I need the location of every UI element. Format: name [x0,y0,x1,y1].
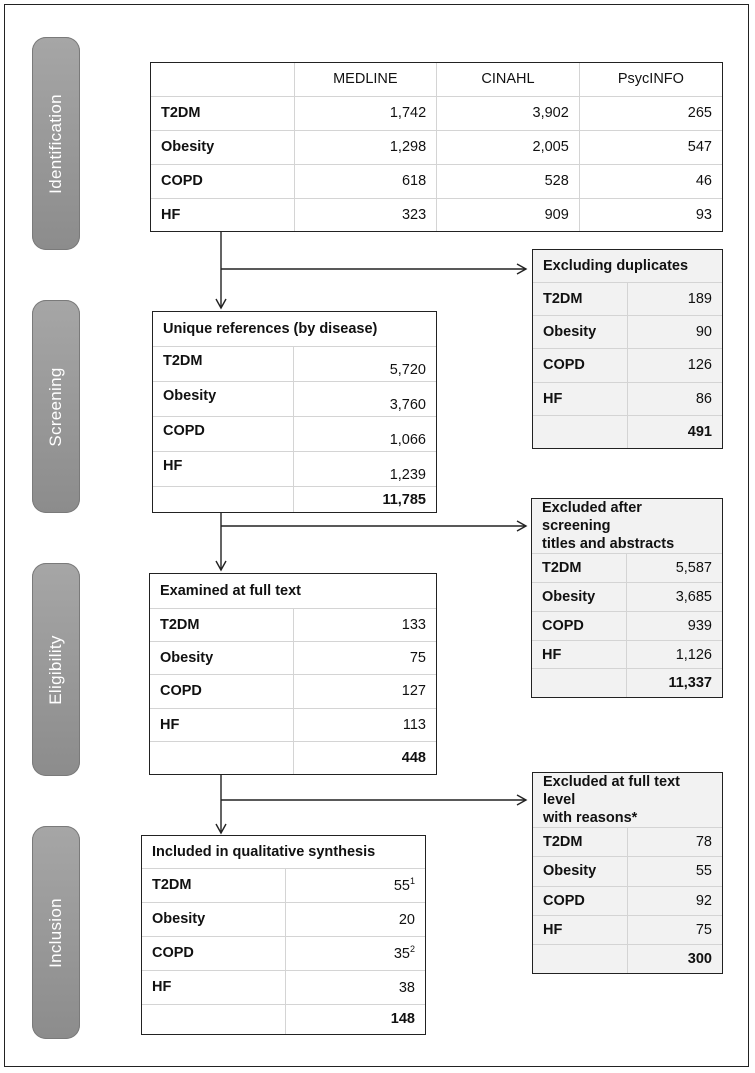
row-label: HF [153,452,293,487]
box-title [533,773,722,828]
box-title: Examined at full text [150,574,436,608]
row-label: Obesity [532,582,626,611]
table-row [151,198,722,231]
table-row [150,708,436,741]
box-title-line: with reasons* [543,810,638,826]
table-row [533,886,722,915]
stage-inclusion: Inclusion [32,826,80,1039]
box-title-row [153,312,436,346]
excluded-screening-box [531,498,723,698]
total-value: 491 [627,416,722,448]
cell-value: 38 [285,970,425,1004]
row-label: T2DM [532,554,626,583]
total-value: 300 [627,945,722,973]
row-label: HF [533,382,627,415]
row-label: COPD [533,349,627,382]
row-label: HF [151,198,294,231]
cell-value: 1,126 [626,640,722,669]
row-label: T2DM [142,868,285,902]
table-row [150,641,436,674]
table-row [153,452,436,487]
cell-value: 265 [579,96,722,130]
table-row [150,675,436,708]
box-title: Included in qualitative synthesis [142,836,425,868]
cell-value: 133 [293,608,436,641]
row-label: Obesity [533,857,627,886]
row-label: COPD [533,886,627,915]
table-row [533,282,722,315]
box-title-line: Excluded at full text level [543,774,680,808]
total-row [153,487,436,512]
cell-value: 127 [293,675,436,708]
cell-value: 20 [285,902,425,936]
cell-value: 113 [293,708,436,741]
table-row [142,936,425,970]
table-row [533,857,722,886]
cell-value: 86 [627,382,722,415]
cell-value: 528 [437,164,580,198]
identification-table [150,62,723,232]
row-label: T2DM [151,96,294,130]
cell-value: 55 [627,857,722,886]
table-row [533,315,722,348]
table-row [532,554,722,583]
cell-value: 92 [627,886,722,915]
box-title-line: Excluded after screening [542,500,642,534]
row-label: COPD [142,936,285,970]
table-row [142,868,425,902]
row-label: Obesity [142,902,285,936]
row-label: COPD [150,675,293,708]
box-title-row [142,836,425,868]
row-label: HF [142,970,285,1004]
fulltext-box [149,573,437,775]
cell-value: 1,298 [294,130,437,164]
cell-value: 126 [627,349,722,382]
cell-value: 93 [579,198,722,231]
row-label: HF [533,915,627,944]
cell-value: 3,902 [437,96,580,130]
cell-value: 618 [294,164,437,198]
cell-value: 189 [627,282,722,315]
included-box [141,835,426,1035]
cell-value: 909 [437,198,580,231]
footnote-marker: 1 [409,876,415,887]
stage-eligibility: Eligibility [32,563,80,776]
table-row [533,915,722,944]
table-row [151,96,722,130]
total-row [532,669,722,697]
cell-value: 90 [627,315,722,348]
cell-value: 2,005 [437,130,580,164]
cell-value: $35^2$ [285,936,425,970]
row-label: HF [150,708,293,741]
row-label: T2DM [153,346,293,381]
cell-value: 75 [627,915,722,944]
box-title-line: titles and abstracts [542,536,675,552]
cell-value: 1,239 [293,452,436,487]
total-value: 448 [293,742,436,774]
table-row [532,582,722,611]
total-value: 11,785 [293,487,436,512]
column-header: PsycINFO [579,63,722,96]
box-title: Excluding duplicates [533,250,722,282]
excluded-fulltext-box [532,772,723,974]
total-row [142,1004,425,1034]
cell-value: 3,760 [293,381,436,416]
table-header-row [151,63,722,96]
duplicates-box [532,249,723,449]
total-row [533,945,722,973]
table-row [533,382,722,415]
stage-identification: Identification [32,37,80,250]
column-header: MEDLINE [294,63,437,96]
row-label: T2DM [150,608,293,641]
row-label: T2DM [533,282,627,315]
table-row [533,828,722,857]
total-value: 148 [285,1004,425,1034]
row-label: COPD [153,416,293,451]
table-row [150,608,436,641]
cell-value: 547 [579,130,722,164]
cell-value: 939 [626,611,722,640]
cell-value: 1,066 [293,416,436,451]
row-label: Obesity [150,641,293,674]
row-label: Obesity [533,315,627,348]
row-label: T2DM [533,828,627,857]
cell-value: 5,587 [626,554,722,583]
table-row [532,611,722,640]
cell-value: 323 [294,198,437,231]
box-title-row [533,250,722,282]
cell-value: 78 [627,828,722,857]
cell-value: 1,742 [294,96,437,130]
table-row [142,902,425,936]
cell-value: 5,720 [293,346,436,381]
box-title [532,499,722,554]
cell-value: 46 [579,164,722,198]
row-label: COPD [532,611,626,640]
table-row [142,970,425,1004]
table-row [151,130,722,164]
box-title-row [532,499,722,554]
row-label: COPD [151,164,294,198]
row-label: Obesity [153,381,293,416]
total-row [533,416,722,448]
cell-value: 3,685 [626,582,722,611]
row-label: Obesity [151,130,294,164]
unique-references-box [152,311,437,513]
cell-value: $55^1$ [285,868,425,902]
total-value: 11,337 [626,669,722,697]
box-title: Unique references (by disease) [153,312,436,346]
footnote-marker: 2 [409,944,415,955]
box-title-row [150,574,436,608]
column-header: CINAHL [437,63,580,96]
box-title-row [533,773,722,828]
table-row [151,164,722,198]
table-row [153,346,436,381]
row-label: HF [532,640,626,669]
table-row [532,640,722,669]
total-row [150,742,436,774]
stage-screening: Screening [32,300,80,513]
table-row [153,381,436,416]
table-row [153,416,436,451]
cell-value: 75 [293,641,436,674]
table-row [533,349,722,382]
